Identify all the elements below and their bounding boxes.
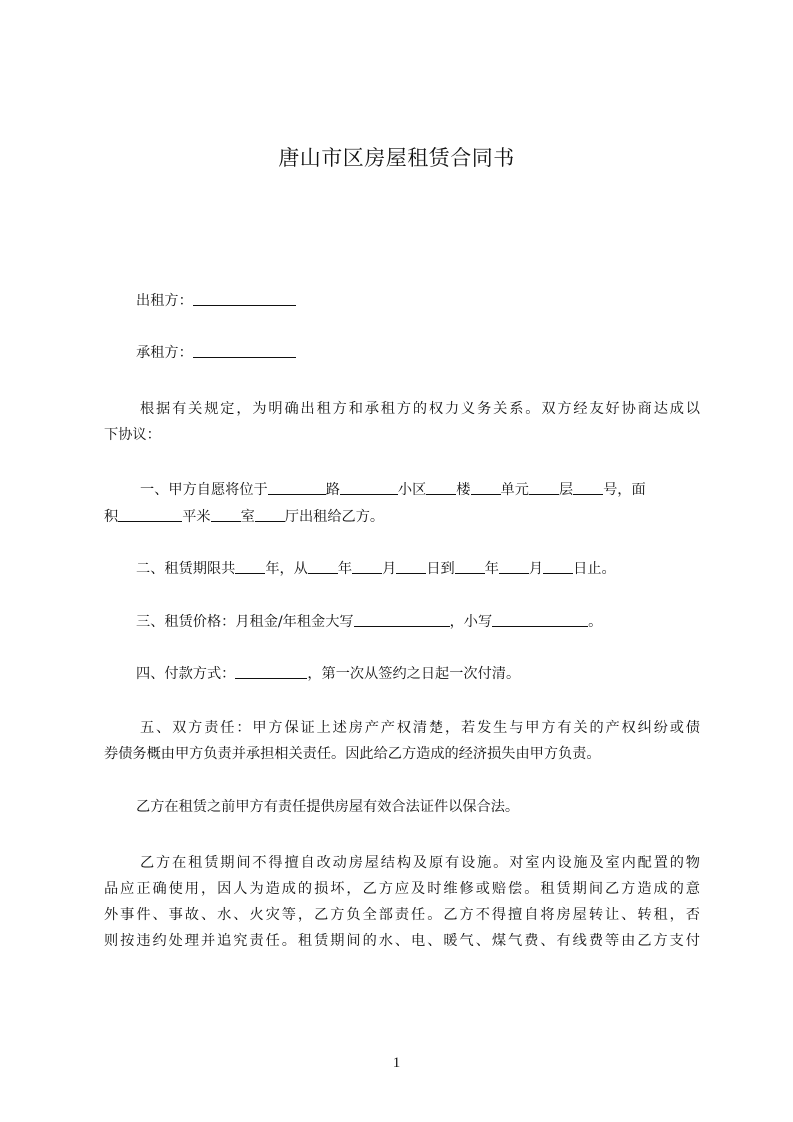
clause-1-road: 路 — [325, 482, 340, 498]
end-month-blank[interactable] — [499, 559, 529, 574]
clause-1-line-2 — [104, 507, 384, 527]
duties-line-4: 则按违约处理并追究责任。租赁期间的水、电、暖气、煤气费、有线费等由乙方支付 — [104, 933, 700, 949]
clause-3-lowercase: ，小写 — [449, 614, 493, 630]
road-blank[interactable] — [268, 480, 326, 495]
lessor-blank[interactable] — [193, 291, 296, 306]
rent-uppercase-blank[interactable] — [354, 612, 450, 627]
lessor-line — [136, 291, 296, 311]
clause-1-line-1 — [140, 480, 646, 500]
clause-1-room: 室 — [240, 509, 255, 525]
room-blank[interactable] — [211, 507, 241, 522]
clause-2-end-month: 月 — [528, 561, 544, 577]
number-blank[interactable] — [573, 480, 603, 495]
duties-line-1: 乙方在租赁期间不得擅自改动房屋结构及原有设施。对室内设施及室内配置的物 — [140, 855, 700, 871]
intro-line-2: 下协议： — [104, 427, 161, 443]
clause-2-year: 年 — [337, 561, 353, 577]
duties-line-2: 品应正确使用，因人为造成的损坏，乙方应及时维修或赔偿。租赁期间乙方造成的意 — [104, 881, 700, 897]
document-title: 唐山市区房屋租赁合同书 — [278, 146, 515, 170]
clause-2-day-to: 日到 — [426, 561, 455, 577]
clause-1-number: 号，面 — [603, 482, 646, 498]
clause-2 — [136, 559, 616, 579]
end-year-blank[interactable] — [455, 559, 485, 574]
hall-blank[interactable] — [255, 507, 285, 522]
unit-blank[interactable] — [471, 480, 501, 495]
duties-line-3: 外事件、事故、水、火灾等，乙方负全部责任。乙方不得擅自将房屋转让、转租，否 — [104, 907, 700, 923]
community-blank[interactable] — [340, 480, 398, 495]
clause-5-line-1: 五、双方责任：甲方保证上述房产产权清楚，若发生与甲方有关的产权纠纷或债 — [140, 720, 700, 736]
certificates-paragraph: 乙方在租赁之前甲方有责任提供房屋有效合法证件以保合法。 — [136, 799, 520, 815]
intro-line-1: 根据有关规定，为明确出租方和承租方的权力义务关系。双方经友好协商达成以 — [140, 401, 700, 417]
area-blank[interactable] — [118, 507, 182, 522]
clause-3-text: 三、租赁价格：月租金/年租金大写 — [136, 614, 354, 630]
clause-3-end: 。 — [588, 614, 603, 630]
clause-1-floor: 层 — [558, 482, 574, 498]
start-year-blank[interactable] — [308, 559, 338, 574]
clause-1-sqm: 平米 — [182, 509, 211, 525]
clause-2-text: 二、租赁期限共 — [136, 561, 236, 577]
clause-2-end: 日止。 — [573, 561, 616, 577]
clause-1-building: 楼 — [456, 482, 471, 498]
payment-method-blank[interactable] — [235, 664, 307, 679]
clause-5-line-2: 券债务概由甲方负责并承担相关责任。因此给乙方造成的经济损失由甲方负责。 — [104, 746, 601, 762]
clause-3 — [136, 612, 602, 632]
lessor-label: 出租方： — [136, 293, 193, 309]
clause-1-community: 小区 — [397, 482, 427, 498]
clause-2-year-from: 年，从 — [265, 561, 308, 577]
start-day-blank[interactable] — [396, 559, 426, 574]
clause-4-rest: ，第一次从签约之日起一次付清。 — [307, 666, 521, 682]
lessee-blank[interactable] — [193, 343, 296, 358]
page-number: 1 — [392, 1055, 401, 1071]
clause-4 — [136, 664, 520, 684]
end-day-blank[interactable] — [543, 559, 573, 574]
clause-2-end-year: 年 — [484, 561, 499, 577]
floor-blank[interactable] — [529, 480, 559, 495]
building-blank[interactable] — [426, 480, 456, 495]
clause-1-unit: 单元 — [500, 482, 529, 498]
rent-lowercase-blank[interactable] — [492, 612, 588, 627]
start-month-blank[interactable] — [352, 559, 382, 574]
clause-4-text: 四、付款方式： — [136, 666, 236, 682]
clause-1-area: 积 — [104, 509, 119, 525]
clause-1-text: 一、甲方自愿将位于 — [140, 482, 268, 498]
clause-1-hall: 厅出租给乙方。 — [284, 509, 385, 525]
term-years-blank[interactable] — [235, 559, 265, 574]
lessee-label: 承租方： — [136, 345, 193, 361]
lessee-line — [136, 343, 296, 363]
clause-2-month: 月 — [382, 561, 397, 577]
